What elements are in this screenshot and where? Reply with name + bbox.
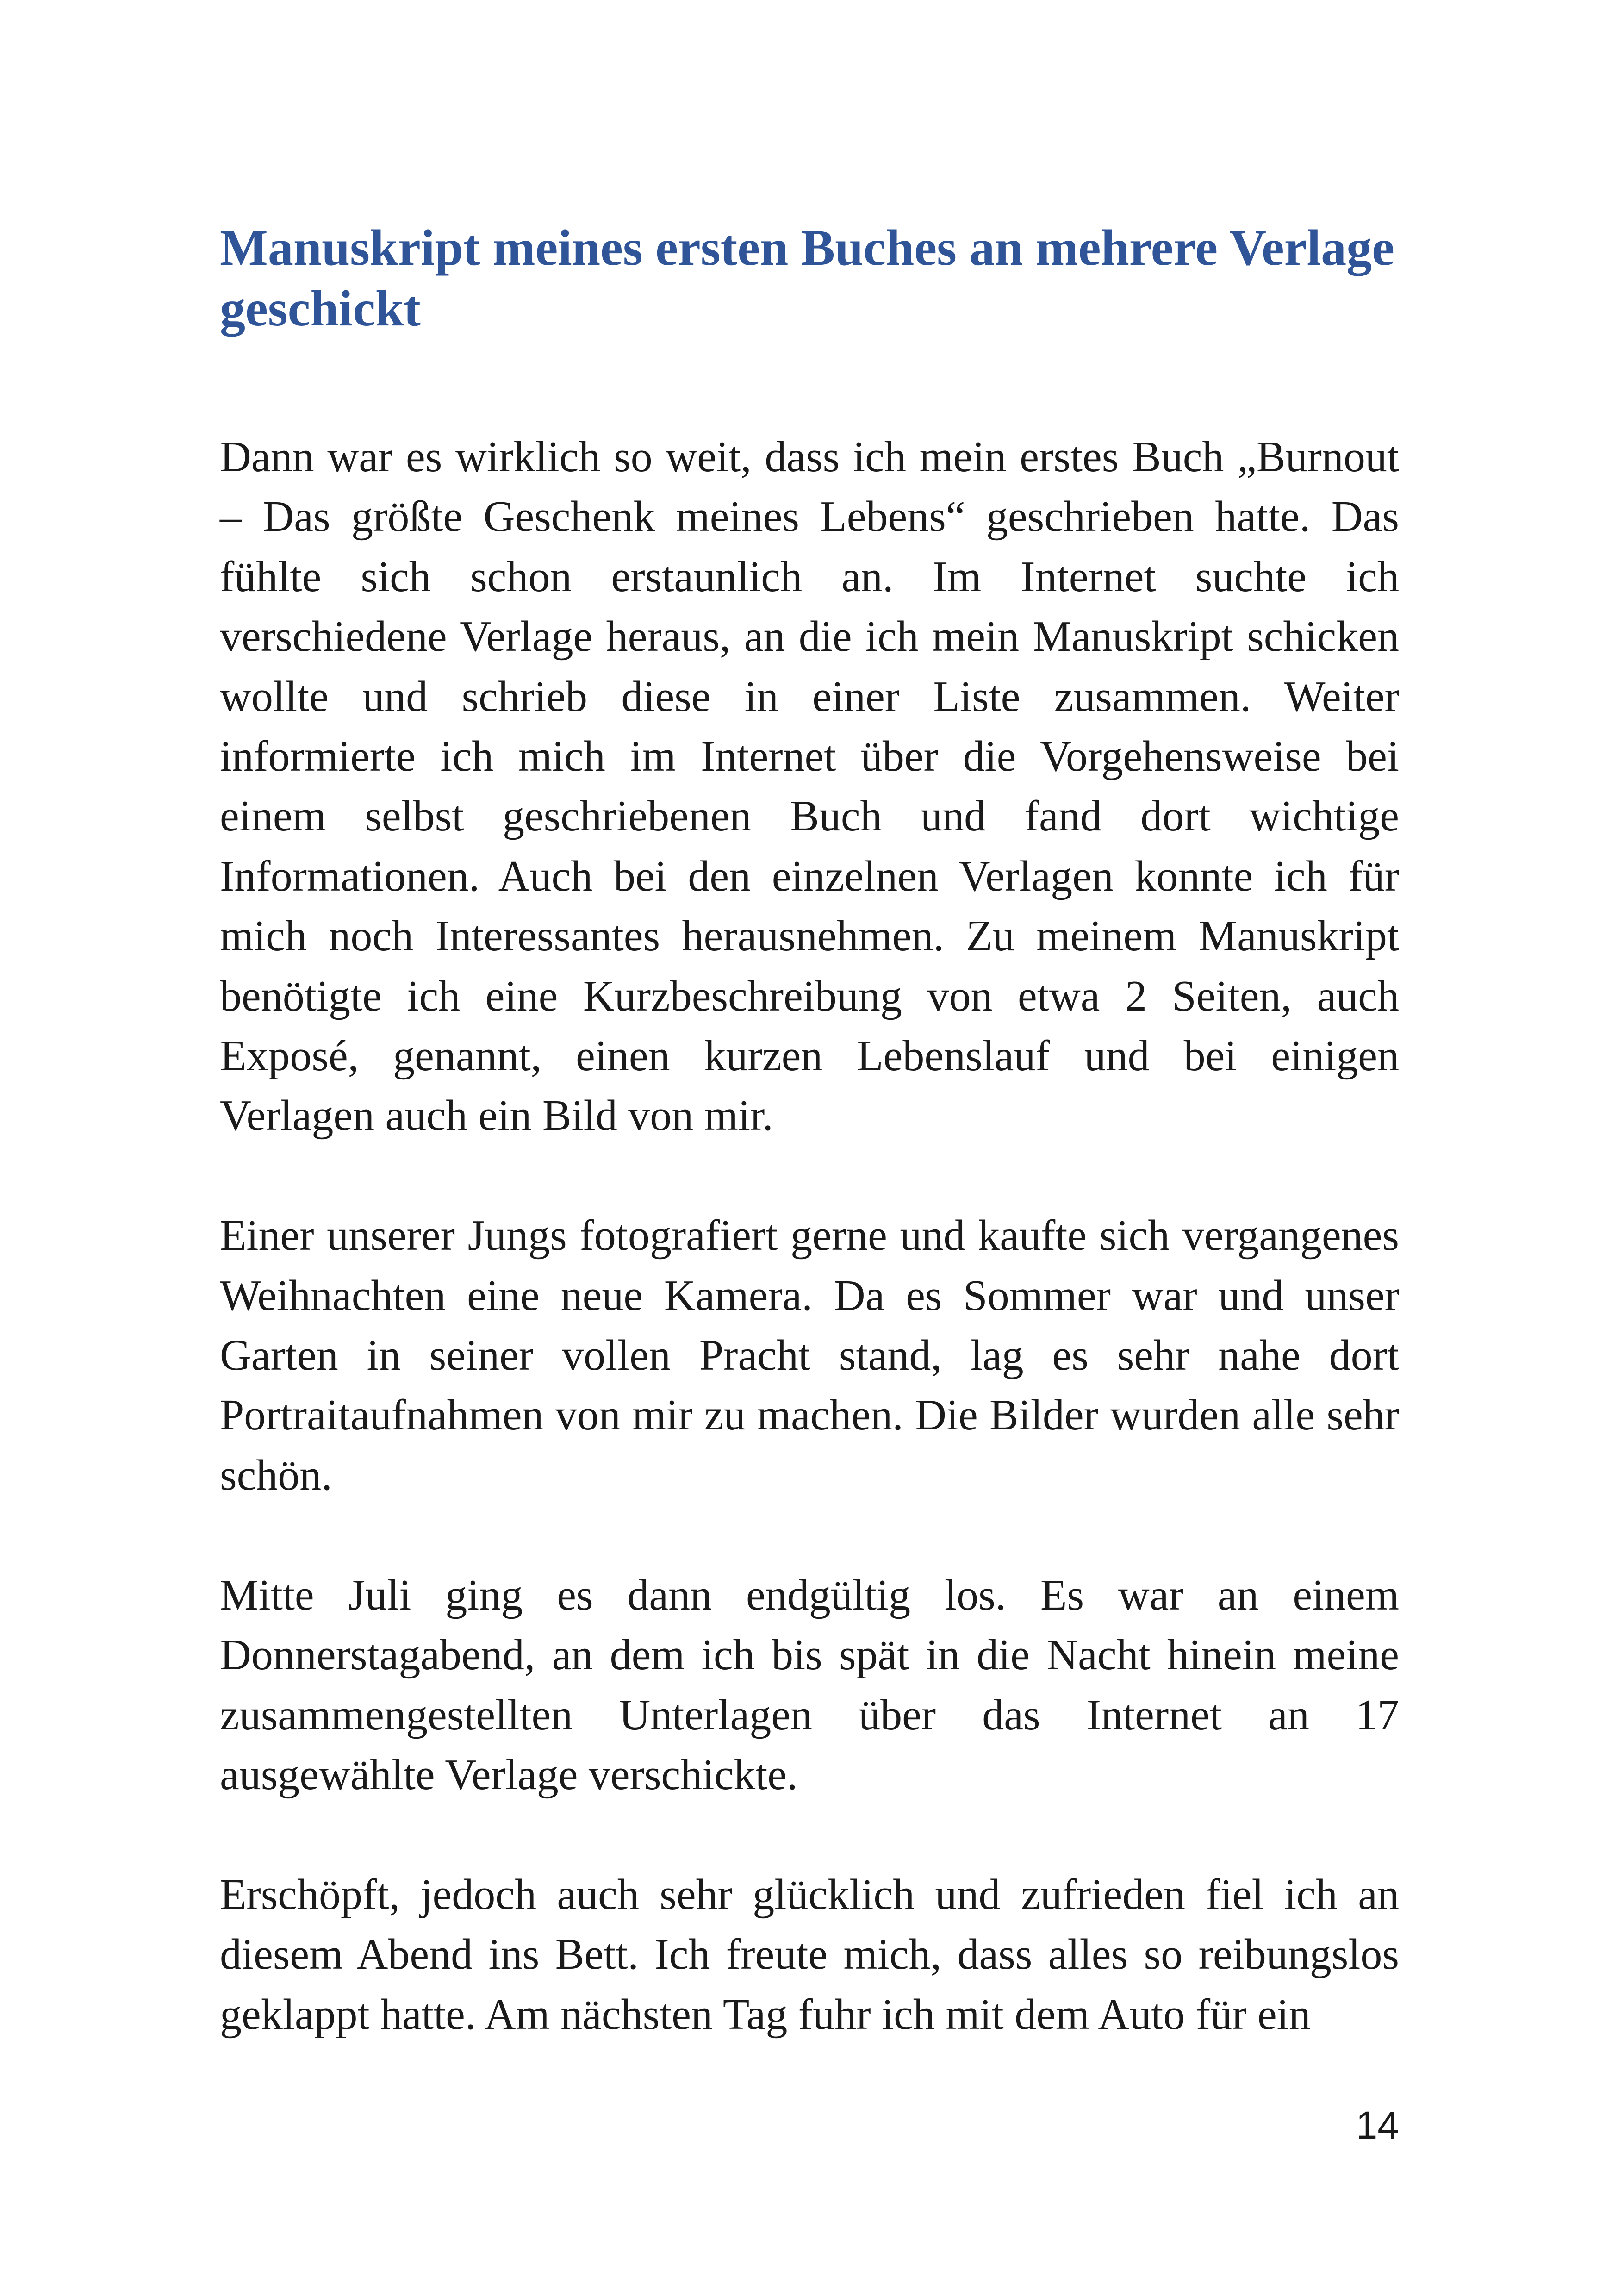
paragraph-4: Erschöpft, jedoch auch sehr glücklich und zufrieden fiel ich an diesem Abend ins Bett. Ich freute mich, dass alles so reibungslos geklappt hatte. Am nächsten Tag fuhr ich mit dem Auto für ein bbox=[220, 1870, 1399, 2039]
paragraph-2: Einer unserer Jungs fotografiert gerne und kaufte sich vergangenes Weihnachten eine neue Kamera. Da es Sommer war und unser Garten in seiner vollen Pracht stand, lag es sehr nahe dort Portraitaufnahmen von mir zu machen. Die Bilder wurden alle sehr schön. bbox=[220, 1211, 1399, 1499]
chapter-heading: Manuskript meines ersten Buches an mehrere Verlage geschickt bbox=[220, 219, 1394, 337]
paragraph-1: Dann war es wirklich so weit, dass ich mein erstes Buch „Burnout – Das größte Geschenk meines Lebens“ geschrieben hatte. Das fühlte sich schon erstaunlich an. Im Internet suchte ich verschiedene Verlage heraus, an die ich mein Manuskript schicken wollte und schrieb diese in einer Liste zusammen. Weiter informierte ich mich im Internet über die Vorgehensweise bei einem selbst geschriebenen Buch und fand dort wichtige Informationen. Auch bei den einzelnen Verlagen konnte ich für mich noch Interessantes herausnehmen. Zu meinem Manuskript benötigte ich eine Kurzbeschreibung von etwa 2 Seiten, auch Exposé, genannt, einen kurzen Lebenslauf und bei einigen Verlagen auch ein Bild von mir. bbox=[220, 433, 1399, 1140]
page-content bbox=[220, 218, 1399, 2045]
paragraph-3: Mitte Juli ging es dann endgültig los. Es war an einem Donnerstagabend, an dem ich bis spät in die Nacht hinein meine zusammengestellten Unterlagen über das Internet an 17 ausgewählte Verlage verschickte. bbox=[220, 1571, 1399, 1799]
page-number: 14 bbox=[1356, 2103, 1399, 2147]
